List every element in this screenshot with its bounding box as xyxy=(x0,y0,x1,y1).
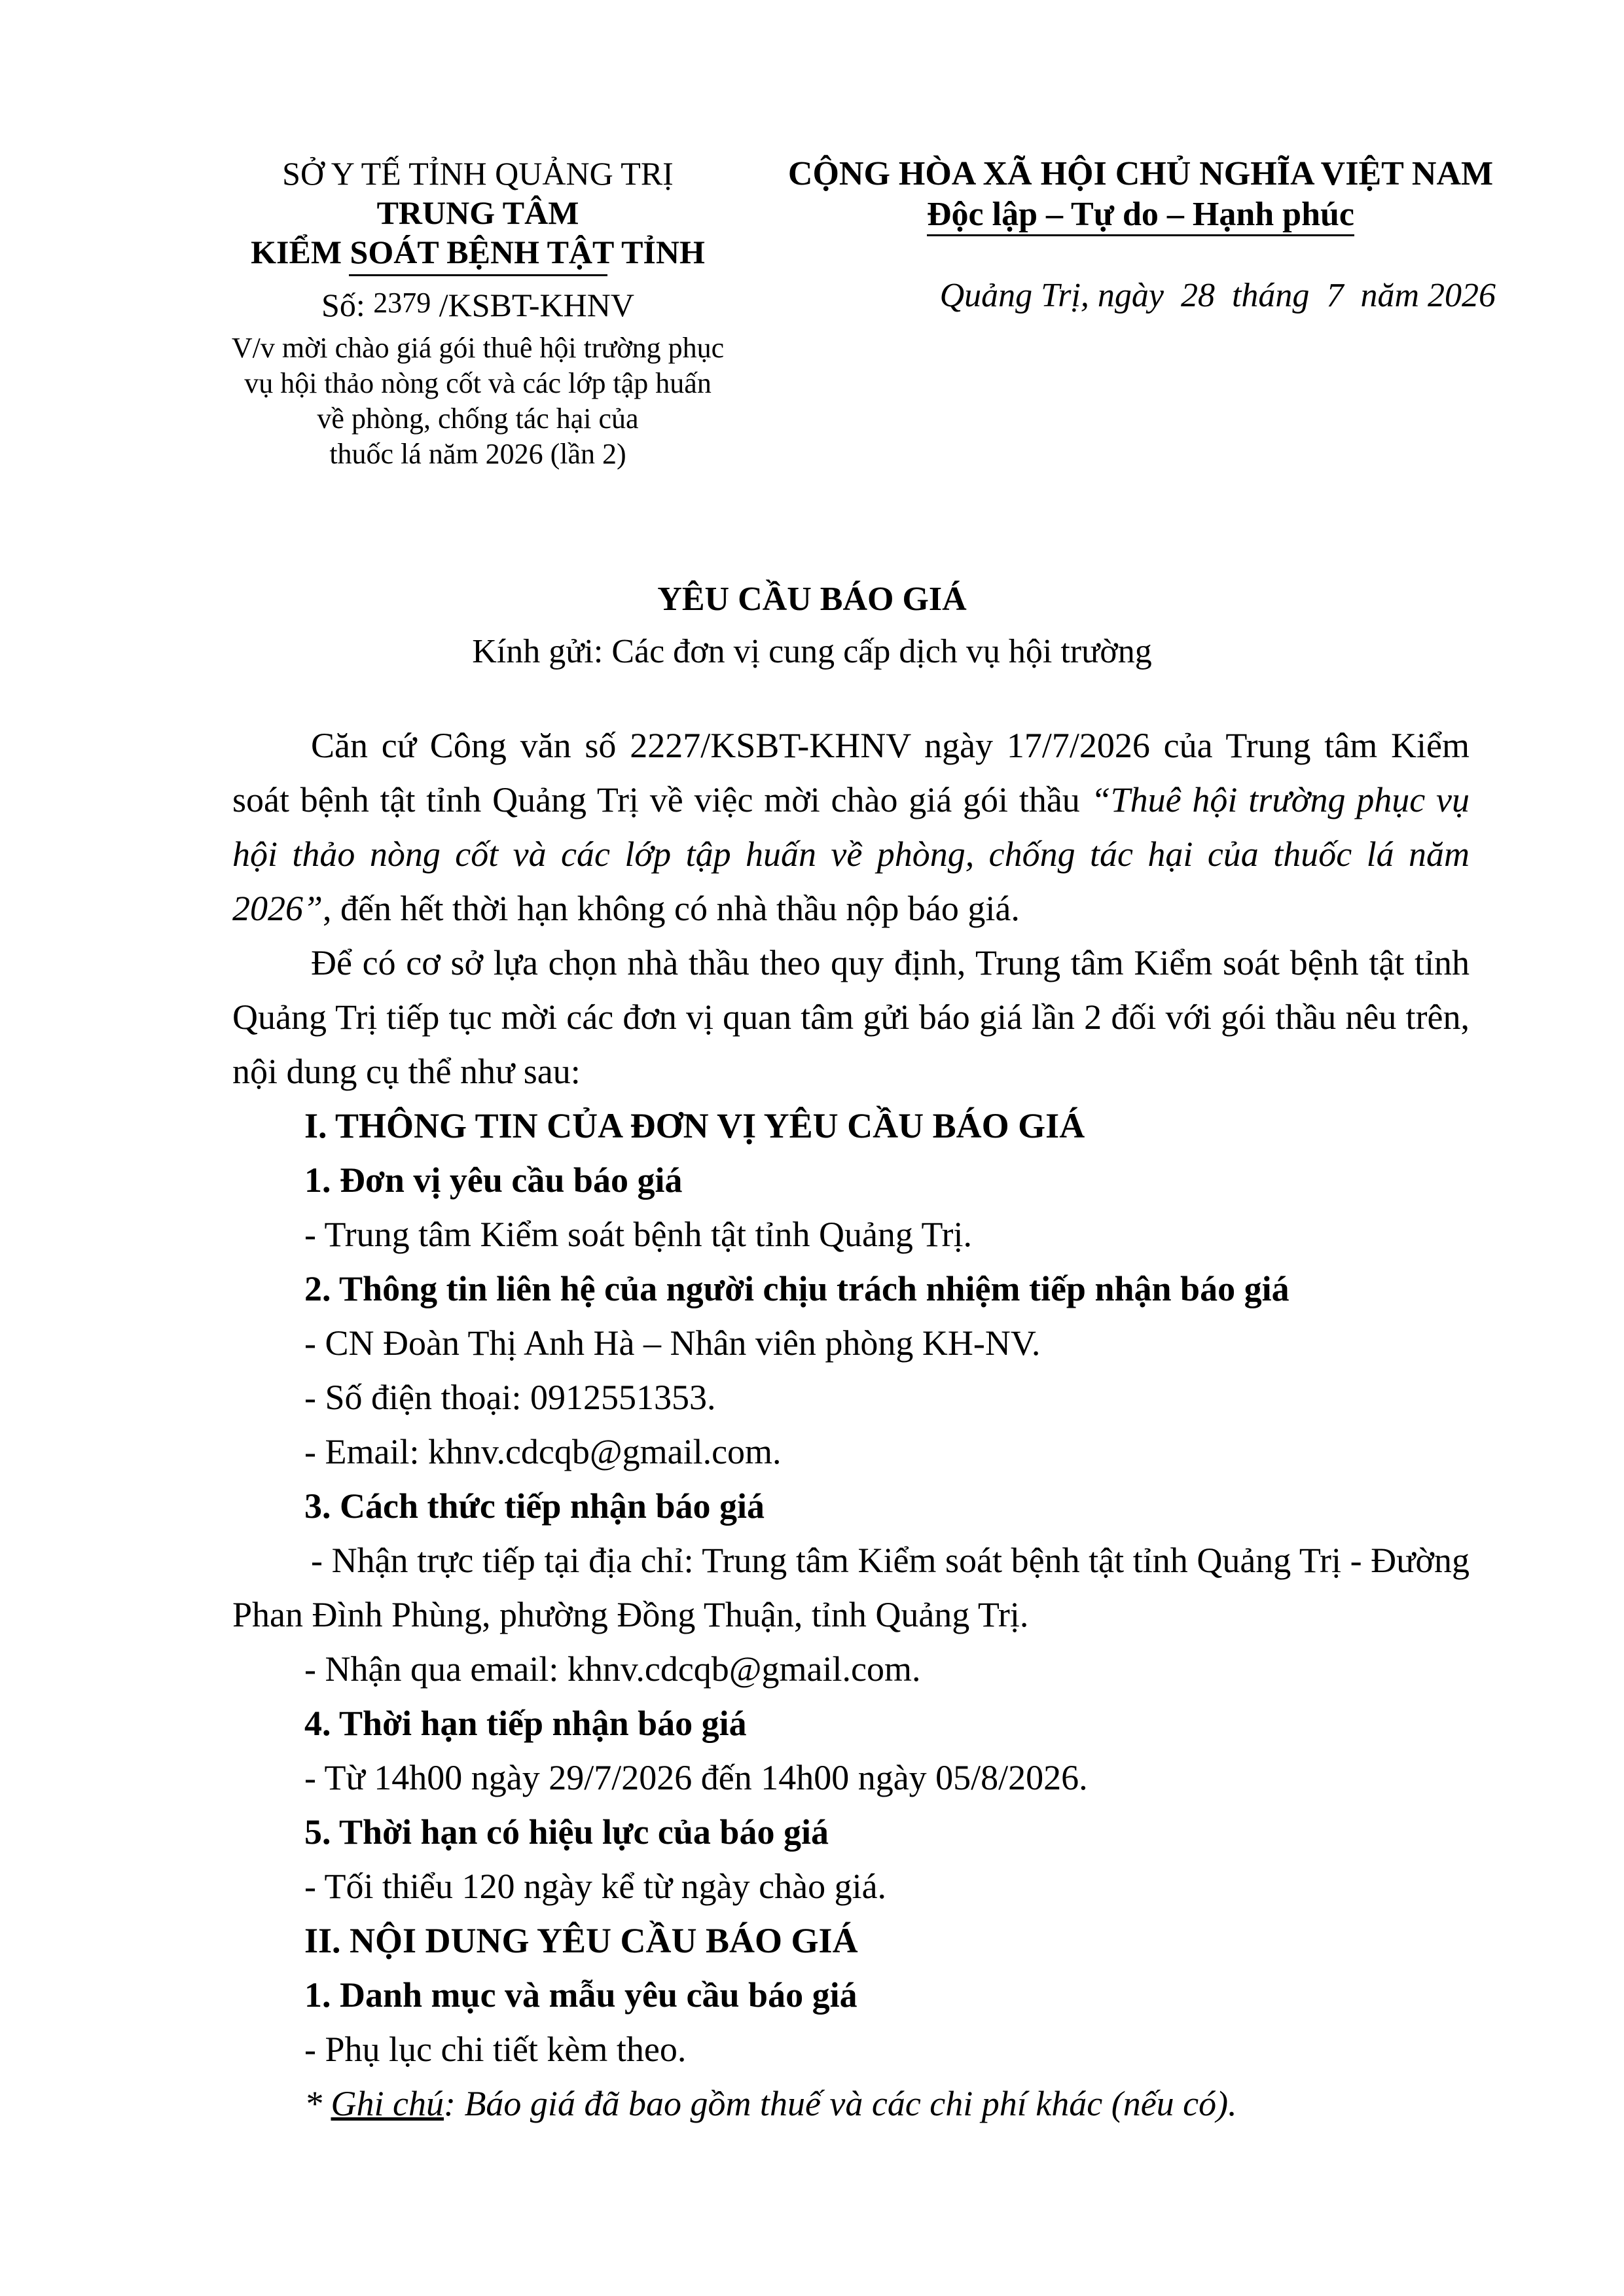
number-suffix: /KSBT-KHNV xyxy=(439,287,634,323)
note-text: : Báo giá đã bao gồm thuế và các chi phí khác (nếu có). xyxy=(443,2084,1237,2123)
number-prefix: Số: xyxy=(321,287,365,323)
para1-end: , đến hết thời hạn không có nhà thầu nộp báo giá. xyxy=(323,889,1020,928)
document-subject xyxy=(190,331,766,472)
list-item: - Tối thiểu 120 ngày kể từ ngày chào giá. xyxy=(304,1867,887,1906)
date-month-label: tháng xyxy=(1231,277,1310,314)
date-month: 7 xyxy=(1326,277,1344,314)
subsection-1-4-heading: 4. Thời hạn tiếp nhận báo giá xyxy=(304,1704,747,1743)
date-place: Quảng Trị, ngày xyxy=(939,277,1164,314)
list-item: - Từ 14h00 ngày 29/7/2026 đến 14h00 ngày 05/8/2026. xyxy=(304,1758,1088,1797)
issuer-header xyxy=(190,154,766,472)
national-header xyxy=(766,154,1515,316)
subject-line: về phòng, chống tác hại của xyxy=(317,403,639,435)
list-item: - CN Đoàn Thị Anh Hà – Nhân viên phòng KH-NV. xyxy=(304,1323,1041,1363)
document-number xyxy=(190,285,766,327)
paragraph-basis xyxy=(232,719,1470,936)
department-name: SỞ Y TẾ TỈNH QUẢNG TRỊ xyxy=(282,155,674,192)
document-date xyxy=(766,276,1515,316)
note-label: Ghi chú xyxy=(331,2084,444,2123)
package-name: “Thuê hội trường phục vụ hội thảo nòng cốt và các lớp tập huấn về phòng, chống tác hại của thuốc lá năm 2026” xyxy=(232,780,1470,928)
subject-line: V/v mời chào giá gói thuê hội trường phục xyxy=(231,332,725,364)
list-item: - Nhận trực tiếp tại địa chỉ: Trung tâm Kiểm soát bệnh tật tỉnh Quảng Trị - Đường Phan Đình Phùng, phường Đồng Thuận, tỉnh Quảng Trị. xyxy=(232,1541,1470,1634)
document-title: YÊU CẦU BÁO GIÁ xyxy=(657,581,967,618)
subsection-2-1-heading: 1. Danh mục và mẫu yêu cầu báo giá xyxy=(304,1975,857,2015)
center-name-line2: KIỂM SOÁT BỆNH TẬT TỈNH xyxy=(251,234,705,270)
date-year: năm 2026 xyxy=(1360,277,1496,314)
para1-start: Căn cứ Công văn số 2227/KSBT-KHNV ngày 17/7/2026 của Trung tâm Kiểm soát bệnh tật tỉnh Quảng Trị về việc mời chào giá gói thầu xyxy=(232,726,1470,819)
subject-line: thuốc lá năm 2026 (lần 2) xyxy=(329,438,626,470)
national-motto xyxy=(766,194,1515,235)
subsection-1-2-heading: 2. Thông tin liên hệ của người chịu trách nhiệm tiếp nhận báo giá xyxy=(304,1269,1290,1308)
section-1-heading: I. THÔNG TIN CỦA ĐƠN VỊ YÊU CẦU BÁO GIÁ xyxy=(304,1106,1085,1145)
recipient-line: Kính gửi: Các đơn vị cung cấp dịch vụ hội trường xyxy=(472,633,1152,670)
center-name-line1: TRUNG TÂM xyxy=(376,194,579,231)
date-day: 28 xyxy=(1180,277,1215,314)
subsection-1-3-heading: 3. Cách thức tiếp nhận báo giá xyxy=(304,1486,765,1526)
subject-line: vụ hội thảo nòng cốt và các lớp tập huấn xyxy=(244,367,712,399)
note-line xyxy=(232,2077,1470,2131)
document-body xyxy=(232,719,1470,2131)
number-value: 2379 xyxy=(373,287,431,319)
list-item: - Trung tâm Kiểm soát bệnh tật tỉnh Quảng Trị. xyxy=(304,1215,973,1254)
list-item: - Phụ lục chi tiết kèm theo. xyxy=(304,2030,687,2069)
subsection-1-1-heading: 1. Đơn vị yêu cầu báo giá xyxy=(304,1160,683,1200)
header-divider xyxy=(349,274,607,276)
list-item: - Email: khnv.cdcqb@gmail.com. xyxy=(304,1432,782,1471)
subsection-1-5-heading: 5. Thời hạn có hiệu lực của báo giá xyxy=(304,1812,829,1852)
motto-text: Độc lập – Tự do – Hạnh phúc xyxy=(927,196,1354,236)
country-name: CỘNG HÒA XÃ HỘI CHỦ NGHĨA VIỆT NAM xyxy=(787,155,1494,192)
list-item: - Nhận qua email: khnv.cdcqb@gmail.com. xyxy=(304,1649,921,1689)
section-2-heading: II. NỘI DUNG YÊU CẦU BÁO GIÁ xyxy=(304,1921,858,1960)
paragraph-invitation: Để có cơ sở lựa chọn nhà thầu theo quy định, Trung tâm Kiểm soát bệnh tật tỉnh Quảng Trị tiếp tục mời các đơn vị quan tâm gửi báo giá lần 2 đối với gói thầu nêu trên, nội dung cụ thể như sau: xyxy=(232,943,1470,1091)
note-star: * xyxy=(304,2084,331,2123)
list-item: - Số điện thoại: 0912551353. xyxy=(304,1378,716,1417)
